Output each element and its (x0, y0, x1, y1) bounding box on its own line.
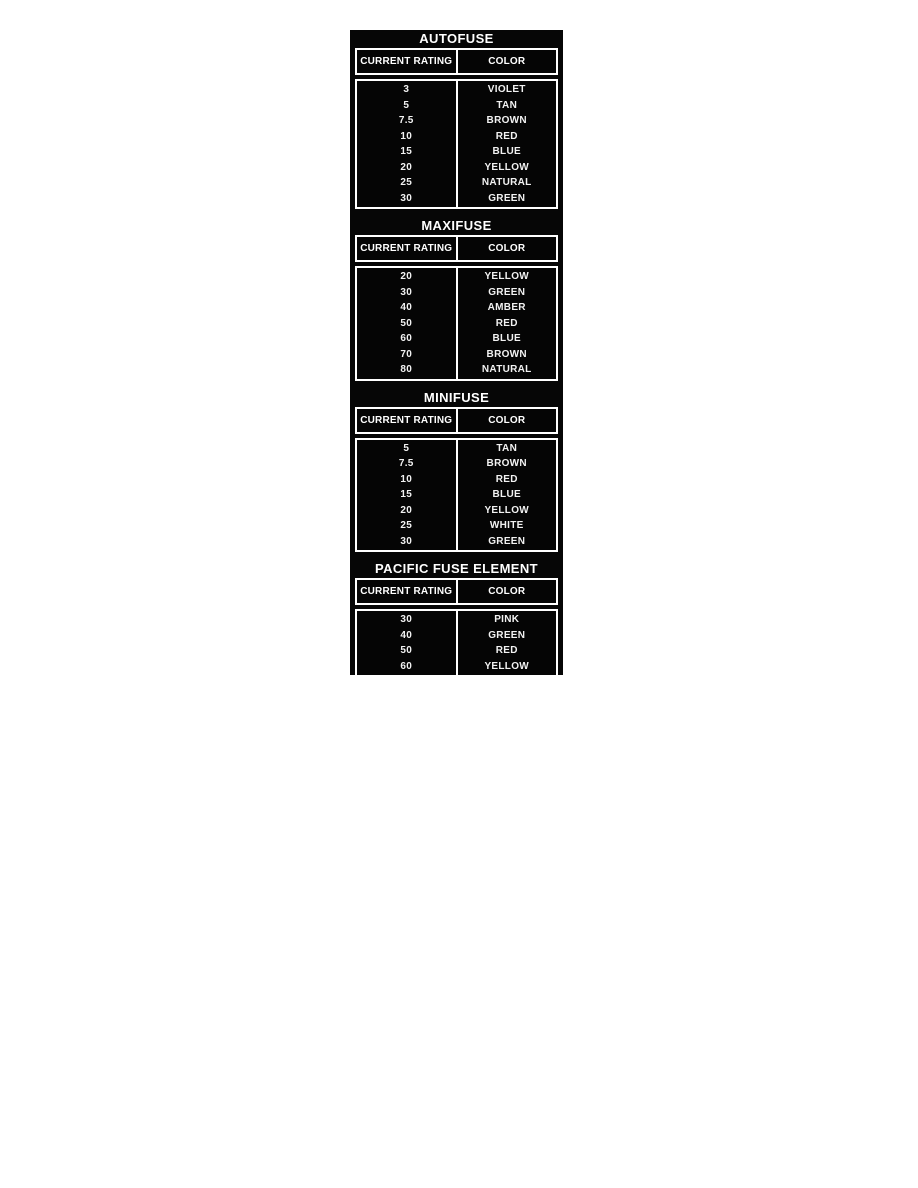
rating-cell: 10 (400, 130, 413, 142)
color-header: COLOR (456, 237, 557, 260)
table-body (355, 266, 558, 381)
color-cell: BLUE (492, 146, 521, 157)
rating-cell: 20 (400, 161, 413, 173)
color-cell: WHITE (489, 520, 524, 531)
current-rating-header: CURRENT RATING (360, 56, 453, 67)
rating-column (357, 81, 456, 207)
rating-cell: 40 (400, 302, 413, 313)
color-cell: RED (495, 473, 518, 485)
color-cell: YELLOW (484, 271, 530, 282)
fuse-color-code-panel (350, 30, 563, 675)
color-cell: GREEN (488, 629, 526, 641)
color-cell: YELLOW (484, 161, 530, 173)
color-cell: GREEN (488, 535, 526, 547)
table-body (355, 609, 558, 675)
color-cell: GREEN (488, 286, 526, 298)
rating-cell: 15 (400, 146, 413, 157)
table-header-row (355, 235, 558, 262)
table-title: MINIFUSE (423, 389, 490, 405)
table-title: AUTOFUSE (419, 31, 494, 46)
color-cell: TAN (496, 442, 518, 454)
rating-cell: 5 (403, 442, 410, 454)
rating-cell: 30 (400, 535, 413, 547)
color-cell: GREEN (488, 192, 526, 204)
rating-cell: 60 (400, 333, 413, 344)
fuse-table (350, 562, 563, 675)
table-body (355, 438, 558, 553)
current-rating-header: CURRENT RATING (360, 243, 453, 254)
color-column (456, 81, 557, 207)
rating-cell: 30 (400, 614, 413, 625)
color-column (456, 611, 557, 675)
table-header-row (355, 578, 558, 605)
rating-cell: 25 (400, 520, 413, 531)
rating-cell: 50 (400, 317, 413, 329)
fuse-table (350, 219, 563, 381)
color-cell: YELLOW (484, 660, 530, 672)
color-cell: RED (495, 130, 518, 142)
color-header: COLOR (456, 50, 557, 73)
current-rating-header: CURRENT RATING (360, 414, 453, 426)
rating-column (357, 611, 456, 675)
color-cell: RED (495, 645, 518, 656)
color-cell: BROWN (486, 458, 527, 469)
color-cell: PINK (494, 614, 520, 625)
table-header-row (355, 407, 558, 434)
color-cell: RED (495, 317, 518, 329)
color-cell: TAN (496, 99, 518, 111)
rating-cell: 70 (400, 348, 413, 360)
rating-cell: 10 (400, 473, 413, 485)
table-header-row (355, 48, 558, 75)
rating-cell: 80 (400, 364, 413, 375)
color-cell: AMBER (487, 302, 526, 313)
color-cell: BROWN (486, 115, 527, 126)
fuse-table (350, 32, 563, 209)
color-header: COLOR (456, 409, 557, 432)
table-body (355, 79, 558, 209)
table-title: PACIFIC FUSE ELEMENT (374, 561, 539, 576)
rating-column (357, 268, 456, 379)
rating-cell: 7.5 (398, 115, 414, 126)
rating-cell: 25 (400, 177, 413, 188)
rating-cell: 15 (400, 489, 413, 500)
color-cell: BROWN (486, 348, 527, 360)
color-cell: YELLOW (484, 504, 530, 516)
rating-cell: 60 (400, 660, 413, 672)
rating-cell: 5 (403, 99, 410, 111)
color-column (456, 268, 557, 379)
color-cell: BLUE (492, 489, 521, 500)
rating-column (357, 440, 456, 551)
rating-cell: 20 (400, 504, 413, 516)
fuse-table (350, 391, 563, 553)
color-column (456, 440, 557, 551)
current-rating-header: CURRENT RATING (360, 586, 453, 597)
rating-cell: 3 (403, 84, 410, 95)
color-cell: BLUE (492, 333, 521, 344)
table-title: MAXIFUSE (421, 218, 492, 233)
color-cell: VIOLET (487, 84, 526, 95)
rating-cell: 7.5 (398, 458, 414, 469)
rating-cell: 50 (400, 645, 413, 656)
rating-cell: 30 (400, 192, 413, 204)
color-cell: NATURAL (481, 364, 532, 375)
rating-cell: 30 (400, 286, 413, 298)
rating-cell: 40 (400, 629, 413, 641)
color-cell: NATURAL (481, 177, 532, 188)
rating-cell: 20 (400, 271, 413, 282)
color-header: COLOR (456, 580, 557, 603)
